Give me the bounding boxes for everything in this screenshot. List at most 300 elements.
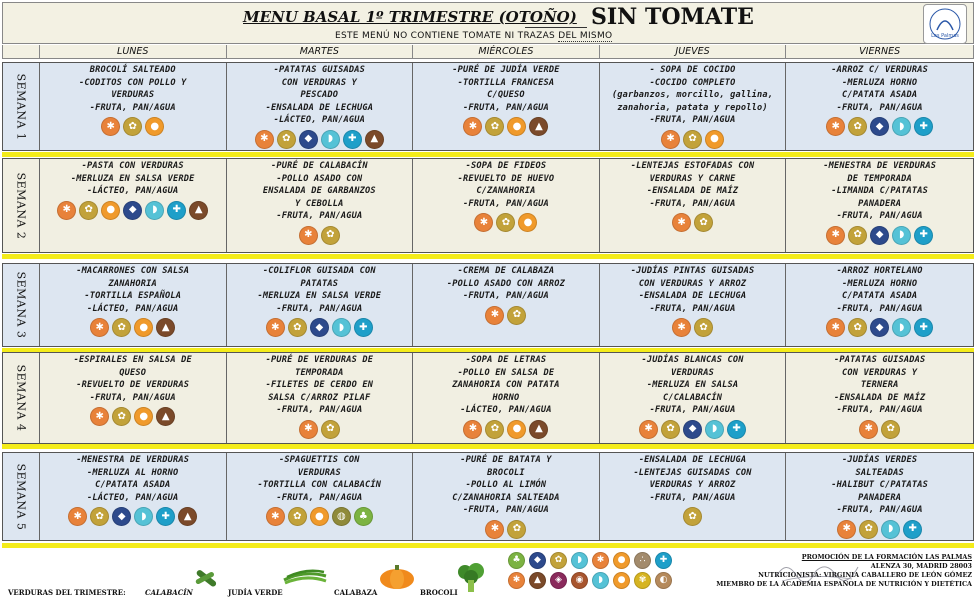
mollusc-allergen-icon: ◗ (134, 507, 153, 526)
mustard-allergen-icon: ✿ (859, 520, 878, 539)
dish-line: -FRUTA, PAN/AGUA (649, 405, 736, 416)
mustard-allergen-icon: ✿ (288, 507, 307, 526)
dish-line: -FRUTA, PAN/AGUA (836, 405, 923, 416)
egg-allergen-icon: ● (310, 507, 329, 526)
mustard-allergen-icon: ✿ (683, 130, 702, 149)
svg-text:Las Palmas: Las Palmas (931, 33, 959, 39)
allergen-icons (230, 318, 410, 337)
week-row-2 (2, 158, 974, 253)
crustacean-allergen-icon: ✚ (354, 318, 373, 337)
allergen-icons (43, 117, 223, 136)
gluten-allergen-icon: ✱ (266, 318, 285, 337)
dish-line: -ENSALADA DE LECHUGA (265, 102, 374, 113)
dish-line: -MERLUZA EN SALSA VERDE (70, 173, 195, 184)
dish-line: -FRUTA, PAN/AGUA (649, 115, 736, 126)
mustard-allergen-icon: ✿ (485, 117, 504, 136)
menu-cell-miercoles (413, 264, 600, 346)
dish-line: PESCADO (300, 90, 339, 101)
crustacean-allergen-icon: ✚ (655, 552, 672, 569)
fish-allergen-icon: ◆ (123, 201, 142, 220)
gluten-allergen-icon: ✱ (826, 226, 845, 245)
menu-cell-jueves (600, 453, 787, 540)
fish-allergen-icon: ◆ (870, 117, 889, 136)
lupin-allergen-icon: ✾ (634, 572, 651, 589)
dish-line: -MENESTRA DE VERDURAS (823, 161, 937, 171)
crustacean-allergen-icon: ✚ (343, 130, 362, 149)
fish-allergen-icon: ◆ (112, 507, 131, 526)
egg-allergen-icon: ● (705, 130, 724, 149)
celery-allergen-icon: ♣ (508, 552, 525, 569)
dish-line: VERDURAS (671, 367, 715, 378)
dish-line: -FRUTA, PAN/AGUA (649, 303, 736, 314)
dish-line: -LÁCTEO, PAN/AGUA (273, 115, 366, 126)
gluten-allergen-icon: ✱ (672, 318, 691, 337)
dish-line: SALSA C/ARROZ PILAF (268, 392, 371, 403)
dish-line: -POLLO ASADO CON (276, 173, 363, 184)
veg-label-calabaza: CALABAZA (334, 588, 378, 597)
dish-line: -REVUELTO DE VERDURAS (76, 380, 190, 391)
day-header-viernes: VIERNES (859, 46, 901, 57)
mollusc-allergen-icon: ◗ (571, 552, 588, 569)
credits-line-2: ALENZA 30, MADRID 28003 (870, 562, 972, 570)
allergen-legend-row-2 (508, 572, 676, 589)
title-underline (525, 27, 587, 28)
dish-line: -FRUTA, PAN/AGUA (276, 405, 363, 416)
dish-line: -FRUTA, PAN/AGUA (462, 505, 549, 516)
dish-line: -MERLUZA AL HORNO (87, 467, 179, 478)
green-beans-icon (282, 568, 328, 588)
egg-allergen-icon: ● (613, 552, 630, 569)
allergen-icons (43, 507, 223, 526)
gluten-allergen-icon: ✱ (826, 117, 845, 136)
allergen-icons (230, 507, 410, 526)
dish-line: -FILETES DE CERDO EN (265, 380, 374, 391)
gluten-allergen-icon: ✱ (485, 520, 504, 539)
gluten-allergen-icon: ✱ (255, 130, 274, 149)
dish-line: -TORTILLA ESPAÑOLA (84, 291, 182, 302)
week-label: SEMANA 3 (14, 271, 28, 339)
mustard-allergen-icon: ✿ (277, 130, 296, 149)
dish-line: -TORTILLA FRANCESA (457, 77, 555, 88)
dish-line: -FRUTA, PAN/AGUA (649, 198, 736, 209)
dish-line: ZANAHORIA CON PATATA (452, 380, 560, 391)
gluten-allergen-icon: ✱ (639, 420, 658, 439)
egg-allergen-icon: ● (507, 117, 526, 136)
mustard-allergen-icon: ✿ (683, 507, 702, 526)
mustard-allergen-icon: ✿ (661, 420, 680, 439)
dish-line: -FRUTA, PAN/AGUA (462, 102, 549, 113)
milk-allergen-icon: ▲ (529, 420, 548, 439)
menu-cell-martes (227, 353, 414, 443)
mustard-allergen-icon: ✿ (123, 117, 142, 136)
dish-line: -POLLO AL LIMÓN (465, 480, 547, 491)
mollusc-allergen-icon: ◗ (321, 130, 340, 149)
milk-allergen-icon: ▲ (189, 201, 208, 220)
fish-allergen-icon: ◆ (299, 130, 318, 149)
dish-line: BROCOLÍ SALTEADO (89, 65, 176, 75)
menu-cell-martes (227, 264, 414, 346)
menu-cell-viernes (786, 264, 973, 346)
week-row-4 (2, 352, 974, 444)
dish-line: -PATATAS GUISADAS (273, 65, 366, 75)
peanut-allergen-icon: ◐ (655, 572, 672, 589)
mustard-allergen-icon: ✿ (112, 407, 131, 426)
dish-line: -FRUTA, PAN/AGUA (276, 303, 363, 314)
nuts-allergen-icon: ◉ (571, 572, 588, 589)
fish-allergen-icon: ◆ (529, 552, 546, 569)
dish-line: TEMPORADA (295, 367, 344, 378)
dish-line: -FRUTA, PAN/AGUA (836, 303, 923, 314)
allergen-icons (230, 130, 410, 149)
week-separator (2, 254, 974, 259)
dish-line: -LÁCTEO, PAN/AGUA (87, 492, 179, 503)
dish-line: -PURÉ DE VERDURAS DE (265, 355, 374, 365)
dish-line: -ENSALADA DE MAÍZ (833, 392, 926, 403)
fish-allergen-icon: ◆ (683, 420, 702, 439)
credits-line-3: NUTRICIONISTA: VIRGINIA CABALLERO DE LEÓN GÓMEZ (758, 571, 972, 579)
week-label: SEMANA 4 (14, 364, 28, 432)
mustard-allergen-icon: ✿ (881, 420, 900, 439)
dish-line: C/QUESO (487, 90, 525, 101)
dish-line: -LENTEJAS GUISADAS CON (633, 467, 752, 478)
week-row-1 (2, 62, 974, 151)
crustacean-allergen-icon: ✚ (156, 507, 175, 526)
milk-allergen-icon: ▲ (178, 507, 197, 526)
egg-allergen-icon: ● (613, 572, 630, 589)
allergen-icons (43, 201, 223, 220)
milk-allergen-icon: ▲ (365, 130, 384, 149)
dish-line: -ENSALADA DE LECHUGA (638, 455, 747, 465)
dish-line: VERDURAS Y ARROZ (649, 480, 736, 491)
gluten-allergen-icon: ✱ (508, 572, 525, 589)
menu-cell-viernes (786, 353, 973, 443)
mustard-allergen-icon: ✿ (90, 507, 109, 526)
allergen-icons (230, 226, 410, 245)
dish-line: C/PATATA ASADA (842, 90, 918, 101)
week-separator (2, 152, 974, 157)
veg-label-calabacin: CALABACÍN (145, 588, 193, 597)
dish-line: -COLIFLOR GUISADA CON (262, 266, 376, 276)
mustard-allergen-icon: ✿ (694, 213, 713, 232)
dish-line: VERDURAS (111, 90, 155, 101)
menu-cell-martes (227, 453, 414, 540)
celery-allergen-icon: ♣ (354, 507, 373, 526)
gluten-allergen-icon: ✱ (57, 201, 76, 220)
dish-line: -LÁCTEO, PAN/AGUA (460, 405, 552, 416)
logo-icon (925, 6, 965, 42)
menu-cell-lunes (40, 453, 227, 540)
egg-allergen-icon: ● (134, 318, 153, 337)
gluten-allergen-icon: ✱ (592, 552, 609, 569)
mustard-allergen-icon: ✿ (507, 520, 526, 539)
dish-line: -LÁCTEO, PAN/AGUA (87, 303, 179, 314)
school-logo (923, 4, 967, 44)
week-label: SEMANA 5 (14, 463, 28, 530)
allergen-icons (603, 318, 783, 337)
credits-line-1: PROMOCIÓN DE LA FORMACIÓN LAS PALMAS (801, 553, 972, 561)
subtitle-emphasis: DEL MISMO (558, 31, 613, 41)
dish-line: -FRUTA, PAN/AGUA (276, 492, 363, 503)
crustacean-allergen-icon: ✚ (914, 117, 933, 136)
dish-line: Y CEBOLLA (295, 198, 344, 209)
dish-line: -CREMA DE CALABAZA (457, 266, 555, 276)
dish-line: CON VERDURAS Y (281, 77, 357, 88)
week-separator (2, 444, 974, 449)
menu-cell-jueves (600, 159, 787, 252)
gluten-allergen-icon: ✱ (859, 420, 878, 439)
menu-cell-martes (227, 159, 414, 252)
dish-line: -MERLUZA EN SALSA VERDE (257, 291, 382, 302)
gluten-allergen-icon: ✱ (68, 507, 87, 526)
mustard-allergen-icon: ✿ (112, 318, 131, 337)
fish-allergen-icon: ◆ (870, 226, 889, 245)
dish-line: -PURÉ DE BATATA Y (460, 455, 552, 465)
mustard-allergen-icon: ✿ (550, 552, 567, 569)
mollusc-allergen-icon: ◗ (592, 572, 609, 589)
day-header-martes: MARTES (227, 45, 414, 58)
gluten-allergen-icon: ✱ (90, 407, 109, 426)
dish-line: zanahoria, patata y repollo) (617, 102, 768, 113)
dish-line: HORNO (492, 392, 520, 403)
dish-line: -ARROZ C/ VERDURAS (831, 65, 929, 75)
dish-line: -FRUTA, PAN/AGUA (836, 505, 923, 516)
mustard-allergen-icon: ✿ (507, 306, 526, 325)
gluten-allergen-icon: ✱ (266, 507, 285, 526)
soy-allergen-icon: ◍ (332, 507, 351, 526)
week-label-cell (3, 264, 40, 346)
egg-allergen-icon: ● (518, 213, 537, 232)
dish-line: VERDURAS (297, 467, 341, 478)
dish-line: -FRUTA, PAN/AGUA (89, 102, 176, 113)
dish-line: -ENSALADA DE MAÍZ (646, 186, 739, 197)
dish-line: PANADERA (858, 198, 902, 209)
mustard-allergen-icon: ✿ (848, 318, 867, 337)
mustard-allergen-icon: ✿ (496, 213, 515, 232)
week-label-cell (3, 453, 40, 540)
day-header-lunes: LUNES (40, 45, 227, 58)
allergen-legend (508, 552, 676, 592)
dish-line: -PURÉ DE CALABACÍN (270, 161, 368, 171)
dish-line: -LENTEJAS ESTOFADAS CON (630, 161, 755, 171)
dish-line: -ARROZ HORTELANO (836, 266, 923, 276)
dish-line: -PURÉ DE JUDÍA VERDE (452, 65, 560, 75)
veg-label-brocoli: BROCOLI (420, 588, 458, 597)
menu-cell-lunes (40, 63, 227, 150)
dish-line: -PATATAS GUISADAS (833, 355, 926, 365)
credits-block (716, 553, 972, 589)
fish-allergen-icon: ◆ (870, 318, 889, 337)
menu-cell-jueves (600, 63, 787, 150)
gluten-allergen-icon: ✱ (299, 226, 318, 245)
dish-line: -FRUTA, PAN/AGUA (89, 392, 176, 403)
week-label: SEMANA 2 (14, 172, 28, 239)
mustard-allergen-icon: ✿ (321, 226, 340, 245)
dish-line: -FRUTA, PAN/AGUA (462, 198, 549, 209)
mollusc-allergen-icon: ◗ (332, 318, 351, 337)
gluten-allergen-icon: ✱ (826, 318, 845, 337)
dish-line: -FRUTA, PAN/AGUA (836, 211, 923, 222)
allergen-icons (603, 213, 783, 232)
crustacean-allergen-icon: ✚ (914, 226, 933, 245)
dish-line: -FRUTA, PAN/AGUA (649, 492, 736, 503)
menu-cell-jueves (600, 353, 787, 443)
gluten-allergen-icon: ✱ (299, 420, 318, 439)
dish-line: -MERLUZA EN SALSA (646, 380, 739, 391)
milk-allergen-icon: ▲ (156, 318, 175, 337)
egg-allergen-icon: ● (145, 117, 164, 136)
menu-cell-miercoles (413, 63, 600, 150)
mustard-allergen-icon: ✿ (79, 201, 98, 220)
allergen-icons (789, 117, 970, 136)
dish-line: VERDURAS Y CARNE (649, 173, 736, 184)
dish-line: ZANAHORIA (108, 278, 157, 289)
dish-line: QUESO (119, 367, 147, 378)
menu-cell-lunes (40, 353, 227, 443)
milk-allergen-icon: ▲ (529, 572, 546, 589)
signature-image (772, 557, 862, 585)
subtitle-main: ESTE MENÚ NO CONTIENE TOMATE NI TRAZAS (335, 31, 559, 41)
dish-line: -FRUTA, PAN/AGUA (836, 102, 923, 113)
dish-line: -MENESTRA DE VERDURAS (76, 455, 190, 465)
dish-line: -FRUTA, PAN/AGUA (462, 291, 549, 302)
dish-line: -CODITOS CON POLLO Y (78, 77, 187, 88)
dish-line: -MERLUZA HORNO (842, 278, 918, 289)
dish-line: CON VERDURAS Y ARROZ (638, 278, 747, 289)
week-label-cell (3, 63, 40, 150)
menu-footer (0, 548, 976, 606)
gluten-allergen-icon: ✱ (485, 306, 504, 325)
mollusc-allergen-icon: ◗ (145, 201, 164, 220)
allergen-icons (416, 213, 596, 232)
dish-line: -PASTA CON VERDURAS (81, 161, 184, 171)
mustard-allergen-icon: ✿ (288, 318, 307, 337)
dish-line: PANADERA (858, 492, 902, 503)
menu-subtitle (335, 31, 612, 41)
dish-line: -MERLUZA HORNO (842, 77, 918, 88)
week-row-3 (2, 263, 974, 347)
day-header-miercoles: MIÉRCOLES (413, 45, 600, 58)
dish-line: CON VERDURAS Y (842, 367, 918, 378)
dish-line: -SPAGUETTIS CON (279, 455, 360, 465)
day-header-jueves: JUEVES (600, 45, 787, 58)
week-label-cell (3, 353, 40, 443)
allergen-icons (789, 226, 970, 245)
menu-title-big: SIN TOMATE (591, 4, 754, 30)
mollusc-allergen-icon: ◗ (892, 117, 911, 136)
mollusc-allergen-icon: ◗ (705, 420, 724, 439)
dish-line: SALTEADAS (855, 467, 904, 478)
sulphites-allergen-icon: ◈ (550, 572, 567, 589)
crustacean-allergen-icon: ✚ (914, 318, 933, 337)
gluten-allergen-icon: ✱ (661, 130, 680, 149)
dish-line: (garbanzos, morcillo, gallina, (611, 90, 774, 101)
allergen-icons (603, 507, 783, 526)
allergen-icons (789, 318, 970, 337)
mollusc-allergen-icon: ◗ (892, 318, 911, 337)
menu-cell-miercoles (413, 159, 600, 252)
allergen-icons (416, 420, 596, 439)
mustard-allergen-icon: ✿ (694, 318, 713, 337)
allergen-icons (603, 420, 783, 439)
veg-label-judia-verde: JUDÍA VERDE (228, 588, 283, 597)
allergen-icons (789, 520, 970, 539)
mustard-allergen-icon: ✿ (321, 420, 340, 439)
gluten-allergen-icon: ✱ (474, 213, 493, 232)
dish-line: -MACARRONES CON SALSA (76, 266, 190, 276)
allergen-icons (789, 420, 970, 439)
gluten-allergen-icon: ✱ (90, 318, 109, 337)
milk-allergen-icon: ▲ (156, 407, 175, 426)
fish-allergen-icon: ◆ (310, 318, 329, 337)
gluten-allergen-icon: ✱ (101, 117, 120, 136)
dish-line: PATATAS (300, 278, 339, 289)
allergen-icons (603, 130, 783, 149)
menu-cell-miercoles (413, 453, 600, 540)
dish-line: -ENSALADA DE LECHUGA (638, 291, 747, 302)
dish-line: -COCIDO COMPLETO (649, 77, 736, 88)
credits-line-4: MIEMBRO DE LA ACADEMIA ESPAÑOLA DE NUTRICIÓN Y DIETÉTICA (716, 580, 972, 588)
menu-cell-lunes (40, 264, 227, 346)
dish-line: -JUDÍAS VERDES (842, 455, 918, 465)
dish-line: -POLLO ASADO CON ARROZ (446, 278, 566, 289)
menu-cell-miercoles (413, 353, 600, 443)
sesame-allergen-icon: ∴ (634, 552, 651, 569)
dish-line: C/PATATA ASADA (842, 291, 918, 302)
dish-line: C/ZANAHORIA (476, 186, 536, 197)
zucchini-icon (192, 566, 220, 590)
menu-cell-viernes (786, 159, 973, 252)
allergen-icons (416, 117, 596, 136)
week-label-cell (3, 159, 40, 252)
dish-line: -JUDÍAS BLANCAS CON (641, 355, 744, 365)
allergen-icons (43, 318, 223, 337)
pumpkin-icon (378, 564, 416, 590)
mustard-allergen-icon: ✿ (485, 420, 504, 439)
dish-line: C/CALABACÍN (662, 392, 723, 403)
egg-allergen-icon: ● (101, 201, 120, 220)
milk-allergen-icon: ▲ (529, 117, 548, 136)
gluten-allergen-icon: ✱ (837, 520, 856, 539)
crustacean-allergen-icon: ✚ (727, 420, 746, 439)
allergen-legend-row-1 (508, 552, 676, 569)
dish-line: -LIMANDA C/PATATAS (831, 186, 929, 197)
broccoli-icon (456, 562, 486, 594)
menu-cell-jueves (600, 264, 787, 346)
gluten-allergen-icon: ✱ (463, 420, 482, 439)
menu-title: MENU BASAL 1º TRIMESTRE (OTOÑO) (243, 8, 577, 26)
dish-line: -ESPIRALES EN SALSA DE (73, 355, 192, 365)
gluten-allergen-icon: ✱ (463, 117, 482, 136)
dish-line: DE TEMPORADA (847, 173, 912, 184)
menu-cell-viernes (786, 453, 973, 540)
season-vegetables-label: VERDURAS DEL TRIMESTRE: (8, 588, 126, 597)
gluten-allergen-icon: ✱ (672, 213, 691, 232)
crustacean-allergen-icon: ✚ (903, 520, 922, 539)
day-header-row (2, 45, 974, 59)
egg-allergen-icon: ● (507, 420, 526, 439)
dish-line: -LÁCTEO, PAN/AGUA (87, 186, 179, 197)
dish-line: C/PATATA ASADA (95, 480, 171, 491)
mustard-allergen-icon: ✿ (848, 226, 867, 245)
dish-line: C/ZANAHORIA SALTEADA (452, 492, 560, 503)
menu-cell-viernes (786, 63, 973, 150)
allergen-icons (416, 520, 596, 539)
dish-line: -SOPA DE FIDEOS (465, 161, 547, 171)
egg-allergen-icon: ● (134, 407, 153, 426)
mollusc-allergen-icon: ◗ (881, 520, 900, 539)
mustard-allergen-icon: ✿ (848, 117, 867, 136)
allergen-icons (416, 306, 596, 325)
